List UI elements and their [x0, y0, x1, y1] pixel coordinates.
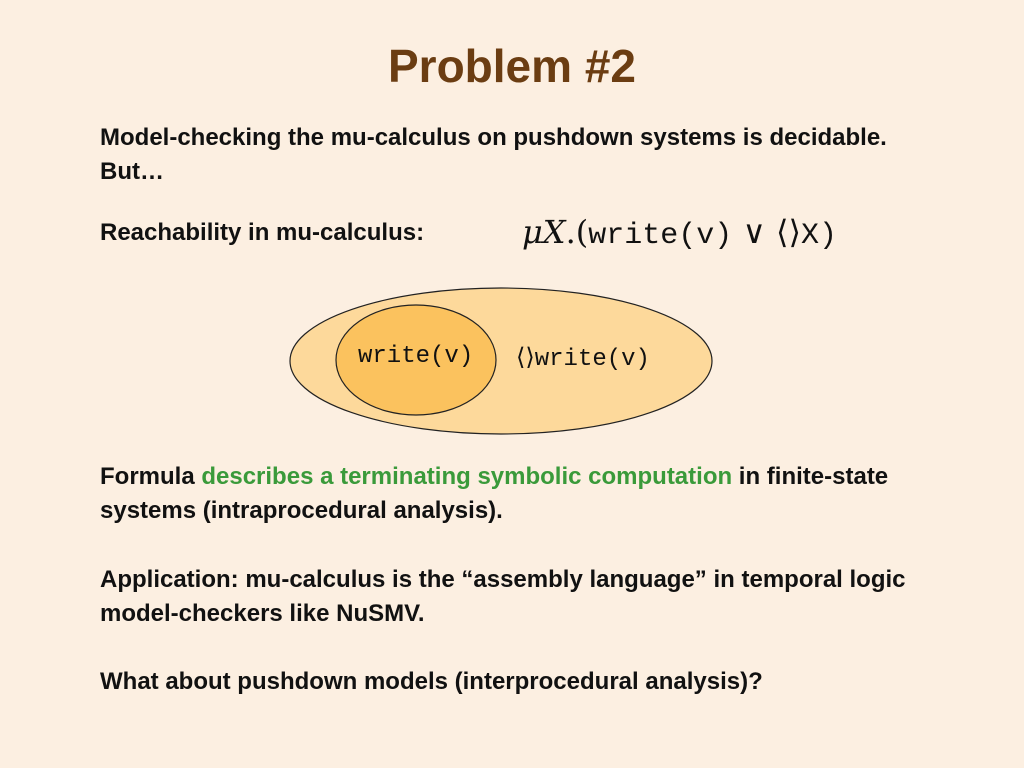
- formula-write: write(v): [588, 219, 733, 253]
- formula-paragraph: [100, 460, 930, 528]
- formula-mu: μX: [522, 213, 566, 251]
- application-paragraph: Application: mu-calculus is the “assembly language” in temporal logic model-checkers like NuSMV.: [100, 566, 906, 627]
- outer-diamond: ⟨⟩: [516, 343, 535, 371]
- reachability-formula: [522, 210, 837, 258]
- formula-open: .(: [565, 213, 589, 251]
- formula-x-close: X): [801, 219, 838, 253]
- question-paragraph: What about pushdown models (interprocedural analysis)?: [100, 668, 763, 695]
- reachability-label: Reachability in mu-calculus:: [100, 219, 425, 246]
- formula-or-diamond: ∨ ⟨⟩: [732, 213, 801, 251]
- formula-text-after: in finite-state systems (intraprocedural analysis).: [100, 463, 889, 524]
- outer-label: [516, 343, 650, 373]
- formula-text-highlight: describes a terminating symbolic computation: [201, 463, 733, 490]
- venn-svg: [288, 286, 718, 440]
- outer-write: write(v): [534, 346, 650, 373]
- intro-paragraph: Model-checking the mu-calculus on pushdown systems is decidable. But…: [100, 124, 887, 185]
- slide-title: Problem #2: [388, 40, 636, 92]
- venn-diagram: [288, 286, 718, 445]
- inner-label: write(v): [358, 343, 474, 370]
- formula-text-before: Formula: [100, 463, 202, 490]
